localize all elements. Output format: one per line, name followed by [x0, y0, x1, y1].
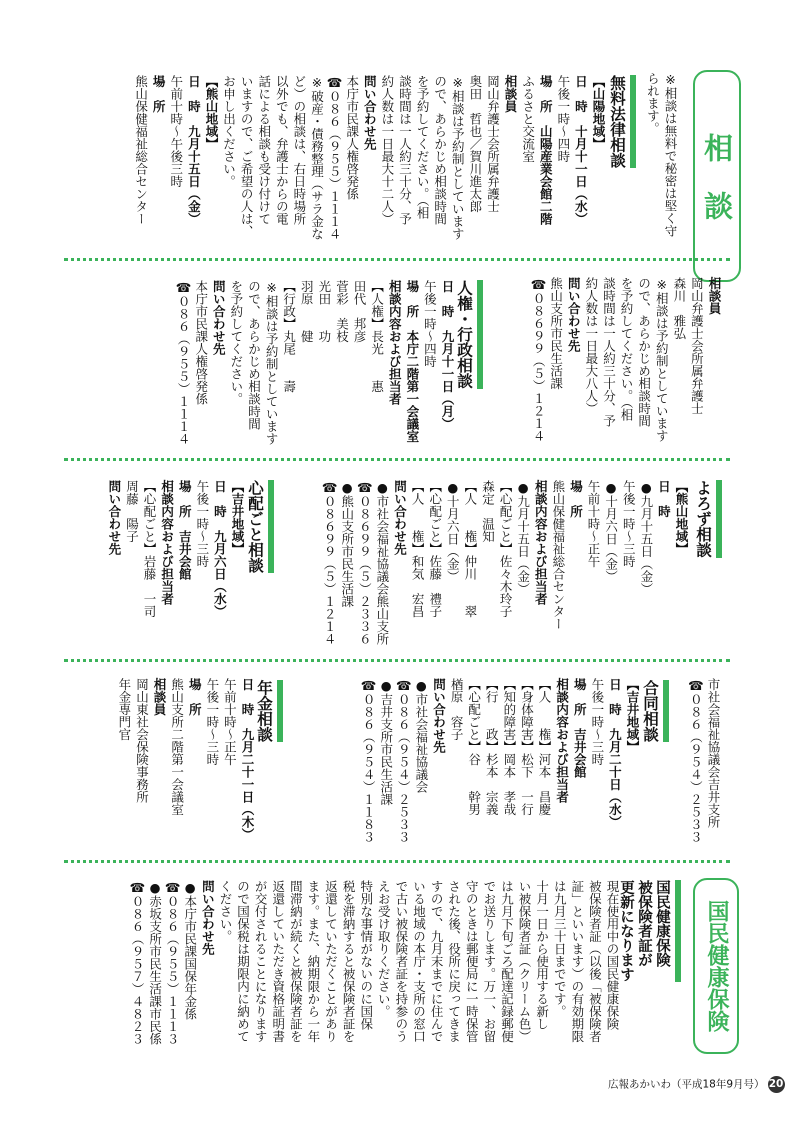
text-line: 【山陽地域】 [591, 75, 606, 150]
text-line: 話による相談も受け付けて [256, 75, 272, 225]
text-line: お申し出ください。 [221, 75, 237, 188]
text-line: 守のときは郵便局に一時保管 [464, 880, 480, 1043]
text-line: 問い合わせ先 [431, 678, 447, 753]
text-line: ●赤坂支所市民生活課市民係 [147, 880, 163, 1045]
text-line: 奥田 哲也／賀川進太郎 [467, 75, 483, 213]
text-line: 岡山弁護士会所属弁護士 [485, 75, 501, 213]
text-line: 談時間は一人約三十分、予 [397, 75, 413, 225]
text-line: 問い合わせ先 [362, 75, 378, 150]
text-line: 場 所 [568, 480, 584, 518]
text-line: 【心配ごと】谷 幹男 [466, 678, 482, 816]
text-line: でお送りします。万一、お留 [481, 880, 497, 1043]
text-line: された後、役所に戻ってきま [446, 880, 462, 1043]
kokuho-subtitle: 国民健康保険 被保険者証が 更新になります [617, 880, 681, 982]
text-line: ☎０８６９９（５）２３３６ [357, 480, 373, 645]
text-line: 【吉井地域】 [230, 480, 245, 555]
text-line: いる地域の本庁・支所の窓口 [411, 880, 427, 1043]
text-line: 場 所 吉井会館 [572, 678, 588, 778]
s3-yorozu-body [321, 480, 690, 645]
page-number: 20 [768, 1076, 785, 1093]
text-line: 以外でも、弁護士からの電 [274, 75, 290, 225]
text-line: 本庁市民課人権啓発係 [193, 280, 209, 405]
text-line: 日 時 九月六日（水） [212, 480, 228, 618]
text-line: 相談員 [152, 678, 168, 716]
kokuho-body [128, 880, 621, 1045]
text-line: 午後一時～三時 [589, 678, 605, 766]
text-line: ※相談は予約制としています [654, 277, 670, 442]
text-line: 【行政】丸尾 壽 [281, 280, 297, 393]
text-line: 問い合わせ先 [106, 480, 122, 555]
text-line: 【熊山地域】 [674, 480, 689, 555]
text-line: 午後一時～三時 [621, 480, 637, 568]
text-line: 相談内容および担当者 [554, 678, 570, 803]
page-title: 相 談 [693, 70, 741, 282]
text-line: 証」といいます）の有効期限 [569, 880, 585, 1043]
text-line: ☎０８６（９５４）２５３３ [688, 678, 704, 843]
text-line: 熊山保健福祉総合センター [550, 480, 566, 630]
text-line: ※相談は予約制としています [264, 280, 280, 445]
text-line: 返還していただくことがあり [323, 880, 339, 1043]
text-line: 本庁市民課人権啓発係 [344, 75, 360, 200]
text-line: 【心配ごと】佐々木玲子 [498, 480, 514, 618]
text-line: 返還していただき資格証明書 [270, 880, 286, 1043]
text-line: 【心配ごと】岩藤 一司 [142, 480, 158, 618]
text-line: 日 時 九月二十日（水） [607, 678, 623, 828]
text-line: 午前十時～午後三時 [168, 75, 184, 188]
s4-goudou-title: 合同相談 [641, 680, 669, 742]
s4-top [687, 678, 722, 843]
text-line: 場 所 本庁二階第一会議室 [404, 280, 420, 443]
text-line: 午前十時～正午 [222, 678, 238, 766]
text-line: 岡山東社会保険事務所 [134, 678, 150, 803]
text-line: 場 所 吉井会館 [177, 480, 193, 580]
text-line: 十月一日から使用する新し [534, 880, 550, 1030]
text-line: ☎０８６（９５７）４８２３ [129, 880, 145, 1045]
text-line: 午後一時～四時 [422, 280, 438, 368]
s2-jinken-title: 人権・行政相談 [455, 280, 483, 389]
text-line: ※相談は予約制としています [450, 75, 466, 240]
text-line: 【行 政】杉本 宗義 [484, 678, 500, 816]
text-line: 岡山弁護士会所属弁護士 [689, 277, 705, 415]
text-line: 森定 温知 [480, 480, 496, 543]
text-line: 問い合わせ先 [566, 277, 582, 352]
text-line: ●十月六日（金） [445, 480, 461, 583]
text-line: ※破産・債務整理（サラ金な [309, 75, 325, 240]
text-line: 年金専門官 [116, 678, 132, 741]
text-line: 【人権】長光 惠 [369, 280, 385, 393]
text-line: 税を滞納すると被保険者証を [341, 880, 357, 1043]
text-line: 光田 功 [316, 280, 332, 343]
text-line: 特別な事情がないのに国保 [358, 880, 374, 1030]
text-line: 現在使用中の国民健康保険 [605, 880, 620, 1030]
text-line: ●市社会福祉協議会 [413, 678, 429, 793]
text-line: ●十月六日（金） [603, 480, 619, 583]
text-line: ●熊山支所市民生活課 [339, 480, 355, 608]
text-line: 場 所 山陽産業会館二階 [538, 75, 554, 225]
text-line: 日 時 九月十五日（金） [186, 75, 202, 225]
text-line: 問い合わせ先 [200, 880, 216, 955]
text-line: ●九月十五日（金） [638, 480, 654, 595]
s2-right [529, 277, 723, 442]
text-line: えお受け取りください。 [376, 880, 392, 1018]
footer [608, 1076, 785, 1093]
text-line: が交付されることになります [253, 880, 269, 1043]
text-line: ●吉井支所市民生活課 [378, 678, 394, 806]
text-line: ☎０８６９９（５）１２１４ [531, 277, 547, 442]
text-line: 【心配ごと】佐藤 禮子 [427, 480, 443, 618]
text-line: ☎０８６（９５５）１１１３ [165, 880, 181, 1045]
text-line: 場 所 [151, 75, 167, 113]
s4-nenkin-body [115, 678, 256, 841]
s4-goudou-body [360, 678, 642, 843]
text-line: は九月三十日までです。 [552, 880, 568, 1018]
text-line: ☎０８６（９５４）１１８３ [361, 678, 377, 843]
text-line: ☎０８６（９５４）２５３３ [396, 678, 412, 843]
text-line: ☎０８６（９５５）１１１４ [327, 75, 343, 240]
s1-muryou-body [132, 75, 607, 240]
text-line: 日 時 [656, 480, 672, 518]
s3-shinpai-title: 心配ごと相談 [246, 480, 274, 573]
text-line: を予約してください。（相 [415, 75, 431, 219]
text-line: 午後一時～四時 [555, 75, 571, 163]
text-line: 菅彩 美枝 [334, 280, 350, 343]
text-line: 【知的障害】岡本 孝哉 [501, 678, 517, 816]
separator [64, 458, 730, 461]
text-line: 羽原 健 [299, 280, 315, 343]
text-line: 【熊山地域】 [203, 75, 219, 150]
s1-muryou-title: 無料法律相談 [608, 75, 636, 168]
text-line: ので、あらかじめ相談時間 [246, 280, 262, 430]
text-line: い被保険者証（クリーム色） [517, 880, 533, 1043]
text-line: ふるさと交流室 [520, 75, 536, 163]
text-line: 問い合わせ先 [392, 480, 408, 555]
text-line: 熊山保健福祉総合センター [133, 75, 149, 225]
text-line: 被保険者証（以後「被保険者 [587, 880, 603, 1043]
text-line: ど）の相談は、右日時場所 [291, 75, 307, 225]
text-line: 【人 権】仲川 翠 [462, 480, 478, 618]
text-line: 田代 邦彦 [352, 280, 368, 343]
text-line: 【人 権】河本 昌慶 [537, 678, 553, 816]
text-line: 市社会福祉協議会吉井支所 [706, 678, 721, 828]
text-line: 午後一時～三時 [204, 678, 220, 766]
text-line: ●九月十五日（金） [515, 480, 531, 595]
text-line: を予約してください。（相 [619, 277, 635, 421]
text-line: 間滞納が続くと被保険者証を [288, 880, 304, 1043]
text-line: 【人 権】和気 宏昌 [410, 480, 426, 618]
text-line: ☎０８６（９５５）１１１４ [176, 280, 192, 445]
separator [64, 258, 730, 261]
text-line: 熊山支所二階第一会議室 [169, 678, 185, 816]
separator [64, 659, 730, 662]
text-line: 相談内容および担当者 [159, 480, 175, 605]
text-line: ☎０８６９９（５）１２１４ [322, 480, 338, 645]
text-line: ので、あらかじめ相談時間 [636, 277, 652, 427]
text-line: ので、あらかじめ相談時間 [432, 75, 448, 225]
footer-text: 広報あかいわ（平成18年9月号） [608, 1078, 765, 1091]
text-line: 周藤 陽子 [124, 480, 140, 543]
text-line: 森川 雅弘 [671, 277, 687, 340]
text-line: 【吉井地域】 [625, 678, 640, 753]
text-line: 日 時 九月二十一日（木） [240, 678, 255, 841]
text-line: ●本庁市民課国保年金係 [182, 880, 198, 1020]
s3-yorozu-title: よろず相談 [694, 480, 722, 558]
text-line: で古い被保険者証を持参のう [393, 880, 409, 1043]
text-line: ●市社会福祉協議会熊山支所 [374, 480, 390, 645]
text-line: ください。 [217, 880, 233, 943]
text-line: 相談内容および担当者 [387, 280, 403, 405]
text-line: 談時間は一人約三十分、予 [601, 277, 617, 427]
text-line: 問い合わせ先 [211, 280, 227, 355]
s4-nenkin-title: 年金相談 [255, 680, 283, 742]
text-line: を予約してください。 [228, 280, 244, 405]
text-line: ので国保税は期限内に納めて [235, 880, 251, 1043]
text-line: 日 時 九月十一日（月） [440, 280, 455, 430]
text-line: 相談員 [707, 277, 722, 315]
text-line: 午後一時～三時 [194, 480, 210, 568]
text-line: 楢原 容子 [449, 678, 465, 741]
text-line: ます。また、納期限から一年 [305, 880, 321, 1043]
text-line: 相談員 [503, 75, 519, 113]
separator [64, 860, 730, 863]
text-line: 熊山支所市民生活課 [548, 277, 564, 390]
text-line: いますので、ご希望の人は、 [239, 75, 255, 238]
text-line: 場 所 [187, 678, 203, 716]
kokuho-title-box: 国民健康保険 [693, 878, 739, 1054]
text-line: 【身体障害】松下 一行 [519, 678, 535, 816]
text-line: 約人数は一日最大八人） [583, 277, 599, 415]
text-line: は九月下旬ごろ配達記録郵便 [499, 880, 515, 1043]
text-line: 午前十時～正午 [586, 480, 602, 568]
text-line: 約人数は一日最大十二人） [379, 75, 395, 225]
text-line: 日 時 十月十一日（水） [573, 75, 589, 225]
s3-shinpai-body [105, 480, 246, 618]
s2-jinken-body [175, 280, 457, 445]
s1-note: ※相談は無料で秘密は堅く守 られます。 [645, 72, 678, 237]
text-line: 相談内容および担当者 [533, 480, 549, 605]
text-line: すので、九月末までに住んで [429, 880, 445, 1043]
